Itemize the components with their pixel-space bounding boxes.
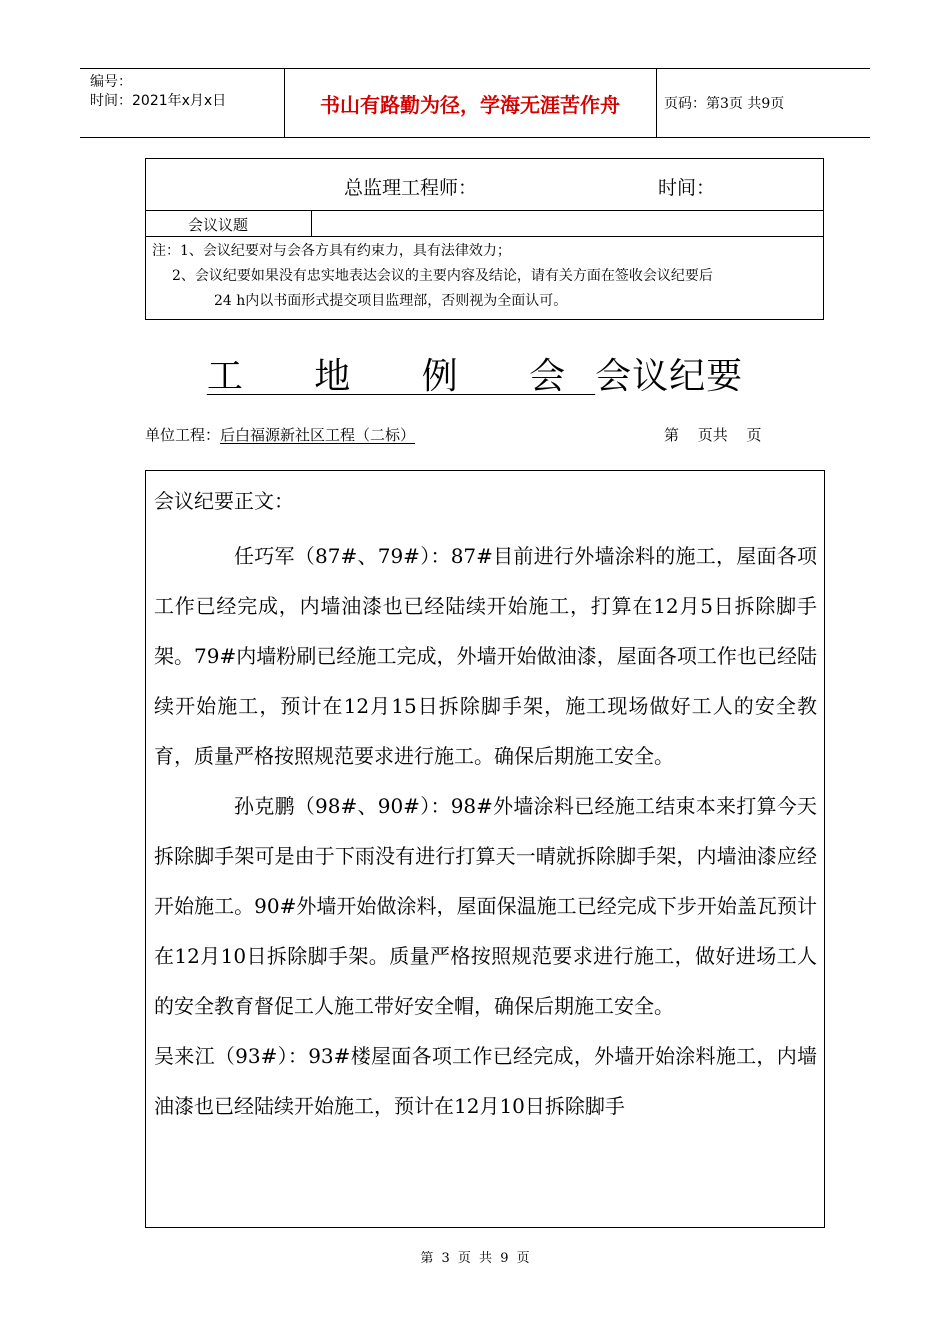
header-left xyxy=(90,73,226,111)
header-date: 时间：2021年x月x日 xyxy=(90,93,227,109)
chief-engineer-label: 总监理工程师： xyxy=(344,177,478,199)
unit-label: 单位工程： xyxy=(145,426,221,444)
minutes-box xyxy=(145,470,825,1228)
time-label: 时间： xyxy=(658,177,716,199)
minutes-paragraph: 孙克鹏（98#、90#）：98#外墙涂料已经施工结束本来打算今天拆除脚手架可是由于下雨没有进行打算天一晴就拆除脚手架，内墙油漆应经开始施工。90#外墙开始做涂料，屋面保温施工已经完成下步开始盖瓦预计在12月10日拆除脚手架。质量严格按照规范要求进行施工，做好进场工人的安全教育督促工人施工带好安全帽，确保后期施工安全。 xyxy=(154,794,817,1018)
header-motto: 书山有路勤为径，学海无涯苦作舟 xyxy=(320,92,620,117)
notes xyxy=(152,239,713,314)
page-footer: 第 3 页 共 9 页 xyxy=(420,1251,530,1266)
topic-row xyxy=(146,210,823,237)
topic-label: 会议议题 xyxy=(188,216,249,234)
note-2: 2、会议纪要如果没有忠实地表达会议的主要内容及结论，请有关方面在签收会议纪要后 xyxy=(172,268,713,284)
header-page-info: 页码：第3页 共9页 xyxy=(664,96,785,112)
header-divider xyxy=(656,69,657,137)
note-3: 24 h内以书面形式提交项目监理部，否则视为全面认可。 xyxy=(214,293,568,309)
page-header xyxy=(80,68,870,138)
chief-engineer-row xyxy=(146,159,823,211)
note-1: 注：1、会议纪要对与会各方具有约束力，具有法律效力； xyxy=(152,243,511,259)
number-label: 编号： xyxy=(90,74,132,90)
minutes-paragraph: 任巧军（87#、79#）：87#目前进行外墙涂料的施工，屋面各项工作已经完成，内墙油漆也已经陆续开始施工，打算在12月5日拆除脚手架。79#内墙粉刷已经施工完成，外墙开始做油漆，屋面各项工作也已经陆续开始施工，预计在12月15日拆除脚手架，施工现场做好工人的安全教育，质量严格按照规范要求进行施工。确保后期施工安全。 xyxy=(154,544,817,768)
unit-page-text: 第 页共 页 xyxy=(664,426,762,444)
minutes-label: 会议纪要正文： xyxy=(154,489,294,513)
unit-line xyxy=(145,424,415,445)
minutes-body xyxy=(154,531,817,1131)
unit-value: 后白福源新社区工程（二标） xyxy=(220,426,416,444)
page-title xyxy=(0,348,950,399)
info-table xyxy=(145,158,824,320)
title-rest: 会议纪要 xyxy=(595,356,744,397)
minutes-paragraph: 吴来江（93#）：93#楼屋面各项工作已经完成，外墙开始涂料施工，内墙油漆也已经陆续开始施工，预计在12月10日拆除脚手 xyxy=(154,1044,817,1118)
topic-divider xyxy=(311,210,312,236)
title-underlined: 工 地 例 会 xyxy=(206,356,596,397)
